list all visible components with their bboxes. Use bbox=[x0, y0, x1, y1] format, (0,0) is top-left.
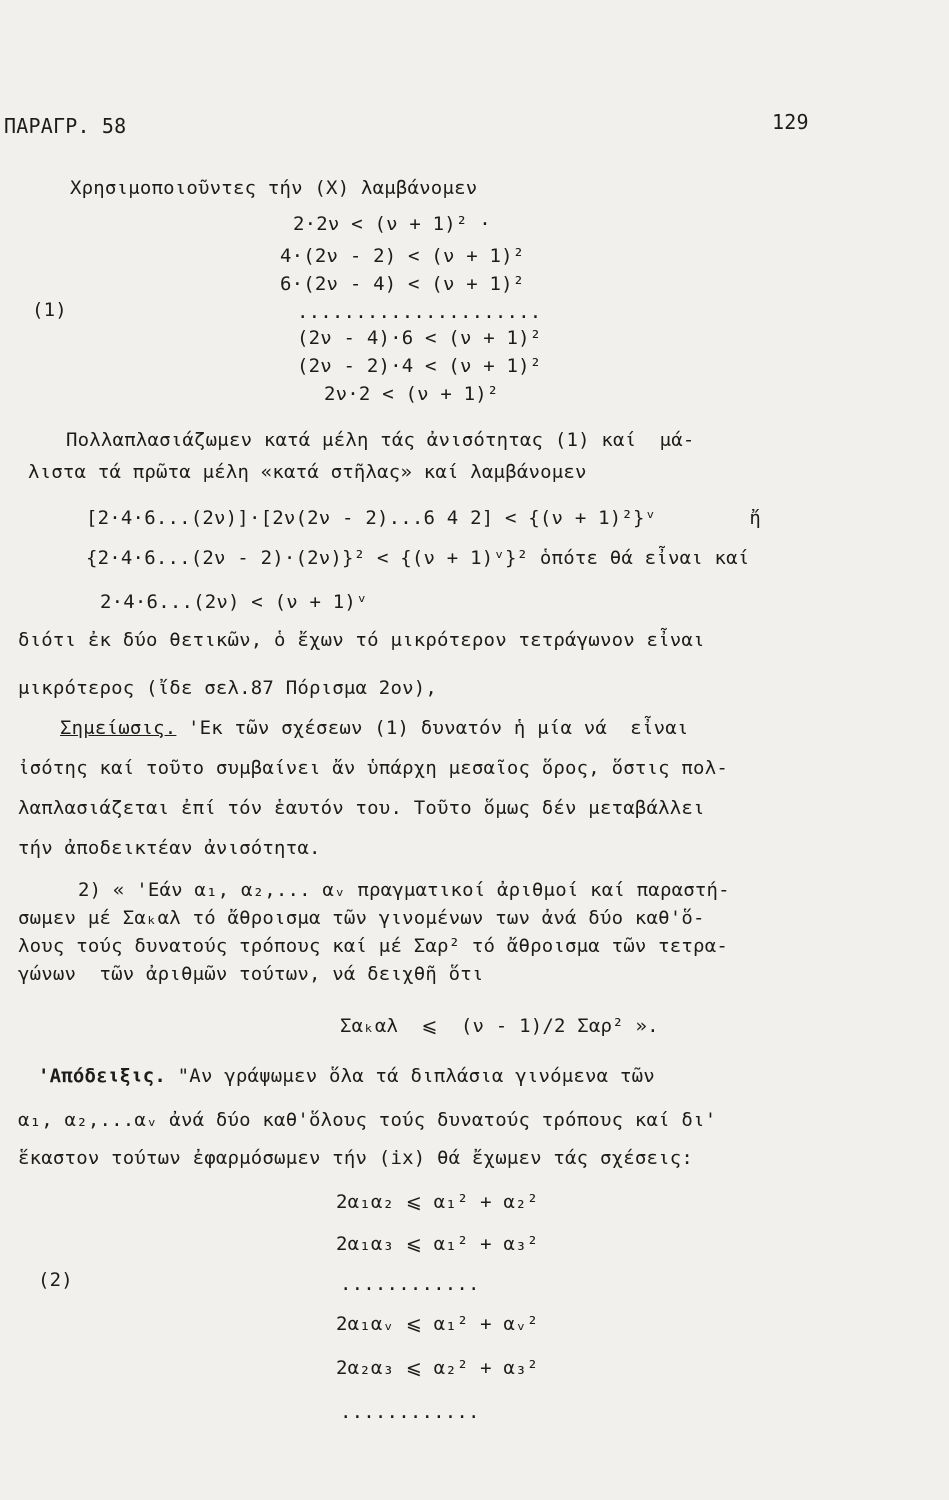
problem-line: γώνων τῶν ἀριθμῶν τούτων, νά δειχθῆ ὅτι bbox=[18, 963, 484, 985]
formula-line: {2·4·6...(2ν - 2)·(2ν)}² < {(ν + 1)ᵛ}² ὁπότε θά εἶναι καί bbox=[86, 547, 750, 569]
section-header: ΠΑΡΑΓΡ. 58 bbox=[4, 114, 127, 138]
remark-line: τήν ἀποδεικτέαν ἀνισότητα. bbox=[18, 837, 321, 859]
proof-line: ἕκαστον τούτων ἐφαρμόσωμεν τήν (ix) θά ἔχωμεν τάς σχέσεις: bbox=[18, 1147, 694, 1169]
equation-line: 2α₁αᵥ ⩽ α₁² + αᵥ² bbox=[336, 1313, 539, 1335]
equation-line: 2α₁α₃ ⩽ α₁² + α₃² bbox=[336, 1233, 539, 1255]
proof-line: α₁, α₂,...αᵥ ἀνά δύο καθ'ὅλους τούς δυνατούς τρόπους καί δι' bbox=[18, 1109, 717, 1131]
proof-paragraph bbox=[38, 1064, 655, 1088]
equation-line: 2α₂α₃ ⩽ α₂² + α₃² bbox=[336, 1357, 539, 1379]
equation-label: (1) bbox=[32, 299, 67, 321]
remark-line: λαπλασιάζεται ἐπί τόν ἑαυτόν του. Τοῦτο ὅμως δέν μεταβάλλει bbox=[18, 797, 705, 819]
formula-line: 2·4·6...(2ν) < (ν + 1)ᵛ bbox=[100, 591, 368, 613]
proof-line: "Αν γράψωμεν ὅλα τά διπλάσια γινόμενα τῶν bbox=[166, 1065, 655, 1087]
problem-line: λους τούς δυνατούς τρόπους καί μέ Σαρ² τό ἄθροισμα τῶν τετρα- bbox=[18, 935, 728, 957]
equation-ellipsis: ............ bbox=[340, 1273, 480, 1295]
equation-ellipsis: ..................... bbox=[297, 301, 542, 323]
problem-line: 2) « 'Εάν α₁, α₂,... αᵥ πραγματικοί ἀριθμοί καί παραστή- bbox=[78, 879, 730, 901]
equation-line: 2·2ν < (ν + 1)² · bbox=[293, 213, 491, 235]
equation-label: (2) bbox=[38, 1269, 73, 1291]
remark-line: ἰσότης καί τοῦτο συμβαίνει ἄν ὑπάρχη μεσαῖος ὅρος, ὅστις πολ- bbox=[18, 757, 728, 779]
remark-line: 'Εκ τῶν σχέσεων (1) δυνατόν ἡ μία νά εἶναι bbox=[176, 717, 689, 739]
paragraph-line: Πολλαπλασιάζωμεν κατά μέλη τάς ἀνισότητας (1) καί μά- bbox=[66, 429, 695, 451]
equation-line: 4·(2ν - 2) < (ν + 1)² bbox=[280, 245, 525, 267]
remark-title: Σημείωσις. bbox=[60, 717, 177, 739]
paragraph-line: λιστα τά πρῶτα μέλη «κατά στῆλας» καί λαμβάνομεν bbox=[28, 461, 587, 483]
equation-ellipsis: ............ bbox=[340, 1401, 480, 1423]
paragraph-line: διότι ἐκ δύο θετικῶν, ὁ ἔχων τό μικρότερον τετράγωνον εἶναι bbox=[18, 629, 705, 651]
page-number: 129 bbox=[772, 110, 809, 134]
equation-line: (2ν - 4)·6 < (ν + 1)² bbox=[297, 327, 542, 349]
problem-line: σωμεν μέ Σαₖαλ τό ἄθροισμα τῶν γινομένων των ἀνά δύο καθ'ὅ- bbox=[18, 907, 705, 929]
remark-paragraph bbox=[60, 716, 689, 740]
paragraph-line: μικρότερος (ἴδε σελ.87 Πόρισμα 2ον), bbox=[18, 677, 438, 699]
intro-line: Χρησιμοποιοῦντες τήν (Χ) λαμβάνομεν bbox=[70, 177, 478, 199]
inequality-formula: Σαₖαλ ⩽ (ν - 1)/2 Σαρ² ». bbox=[340, 1015, 659, 1037]
equation-line: 2α₁α₂ ⩽ α₁² + α₂² bbox=[336, 1191, 539, 1213]
proof-title: 'Απόδειξις. bbox=[38, 1065, 167, 1087]
equation-line: 2ν·2 < (ν + 1)² bbox=[324, 383, 499, 405]
equation-line: (2ν - 2)·4 < (ν + 1)² bbox=[297, 355, 542, 377]
formula-line: [2·4·6...(2ν)]·[2ν(2ν - 2)...6 4 2] < {(ν + 1)²}ᵛ ἤ bbox=[86, 507, 762, 529]
equation-line: 6·(2ν - 4) < (ν + 1)² bbox=[280, 273, 525, 295]
